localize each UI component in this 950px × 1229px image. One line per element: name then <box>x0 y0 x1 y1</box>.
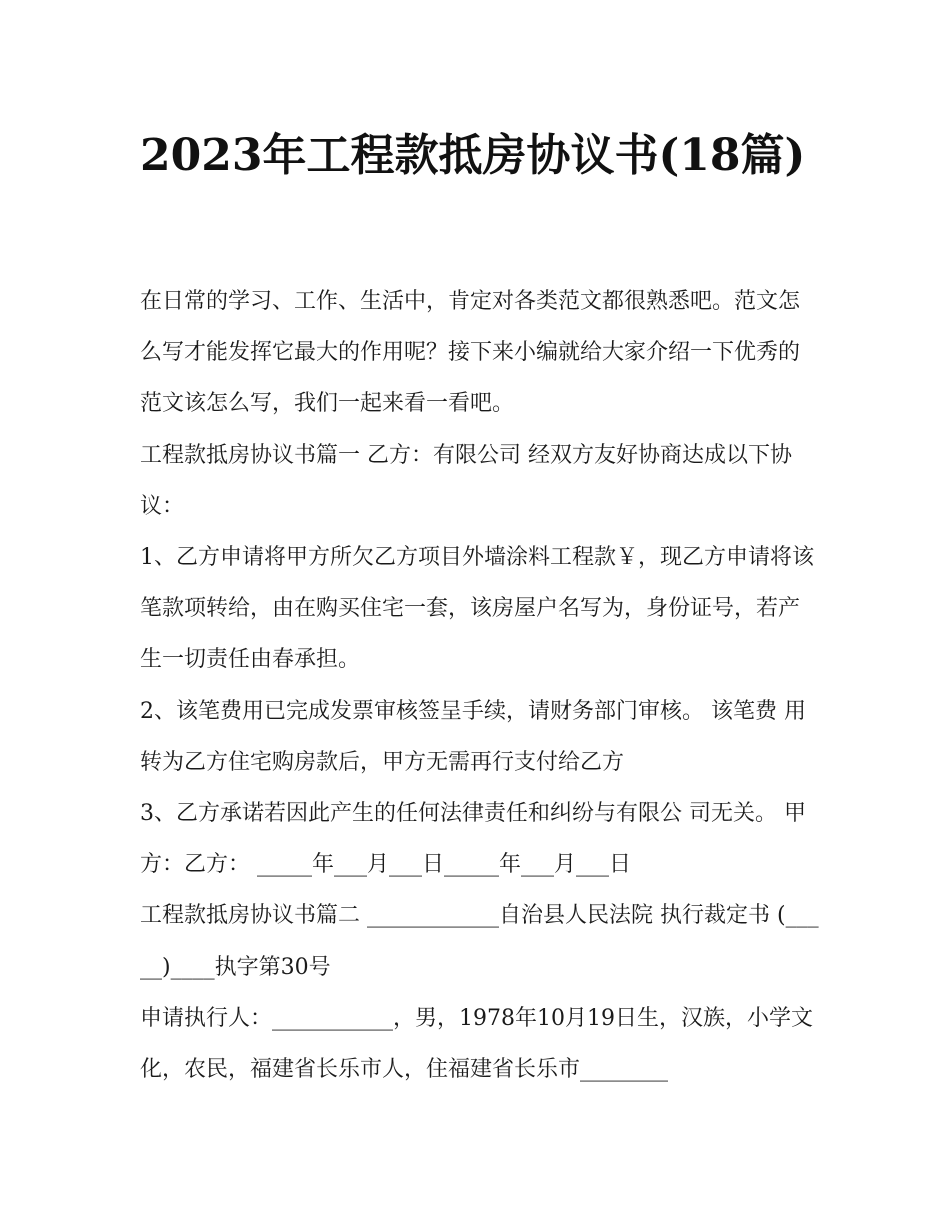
paragraph-applicant: 申请执行人：___________，男，1978年10月19日生，汉族，小学文化，农民，福建省长乐市人，住福建省长乐市________ <box>140 1005 813 1083</box>
page-title: 2023年工程款抵房协议书(18篇) <box>140 130 806 181</box>
document-body <box>140 276 820 1095</box>
paragraph-clause-1: 1、乙方申请将甲方所欠乙方项目外墙涂料工程款￥，现乙方申请将该笔款项转给，由在购买住宅一套，该房屋户名写为，身份证号，若产生一切责任由春承担。 <box>140 545 814 673</box>
paragraph-intro: 在日常的学习、工作、生活中，肯定对各类范文都很熟悉吧。范文怎么写才能发挥它最大的作用呢？接下来小编就给大家介绍一下优秀的范文该怎么写，我们一起来看一看吧。 <box>140 289 801 417</box>
paragraph-clause-3: 3、乙方承诺若因此产生的任何法律责任和纠纷与有限公 司无关。 甲方：乙方： _____年___月___日_____年___月___日 <box>140 801 806 878</box>
paragraph-agreement-one-heading: 工程款抵房协议书篇一 乙方：有限公司 经双方友好协商达成以下协议： <box>140 442 792 519</box>
paragraph-agreement-two-heading: 工程款抵房协议书篇二 ____________自治县人民法院 执行裁定书 (_____)____执字第30号 <box>140 903 819 980</box>
paragraph-clause-2: 2、该笔费用已完成发票审核签呈手续，请财务部门审核。 该笔费 用转为乙方住宅购房款后，甲方无需再行支付给乙方 <box>140 698 806 775</box>
